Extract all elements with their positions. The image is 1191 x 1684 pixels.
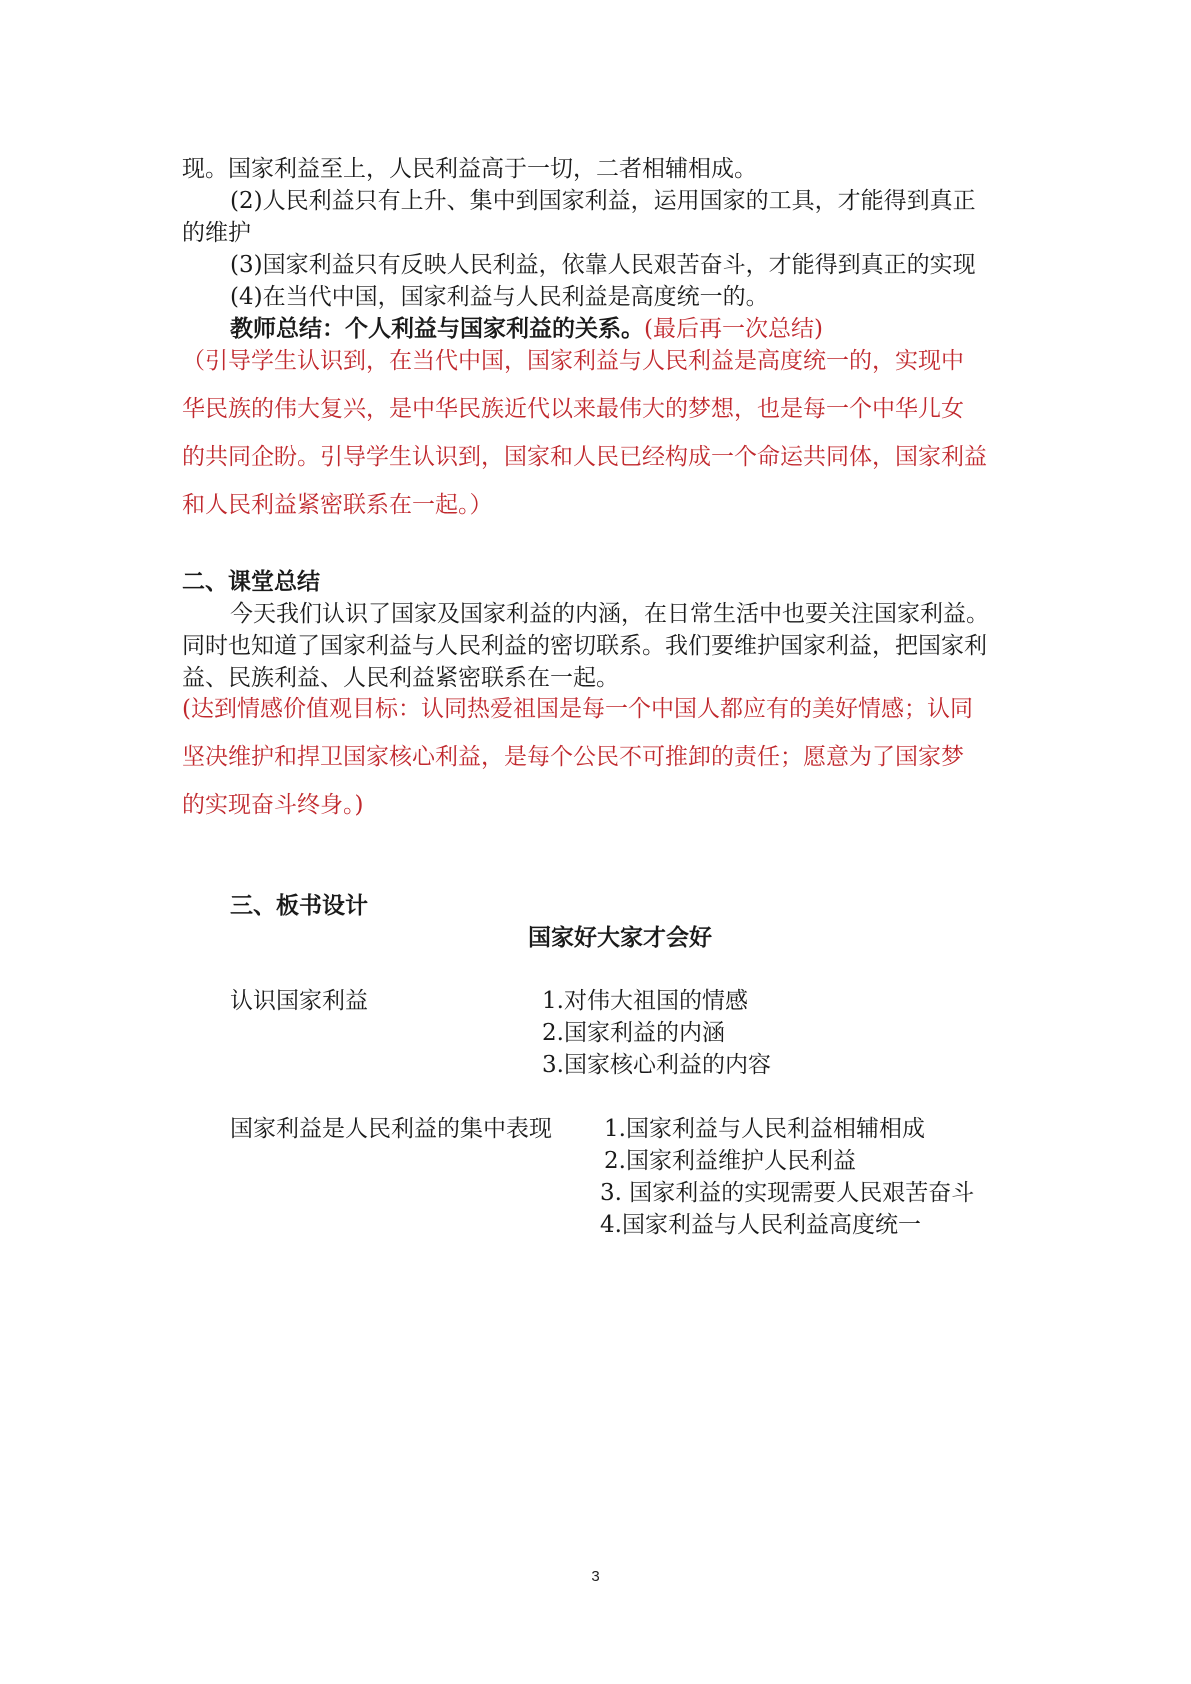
section-2-line-1: 今天我们认识了国家及国家利益的内涵，在日常生活中也要关注国家利益。 [230,601,989,627]
board-group-2-item-3: 3. 国家利益的实现需要人民艰苦奋斗 [600,1180,975,1206]
section-2-line-3: 益、民族利益、人民利益紧密联系在一起。 [182,665,619,691]
paragraph-2-line-2: 的维护 [182,220,251,246]
teacher-summary [230,314,823,344]
board-group-2-label: 国家利益是人民利益的集中表现 [230,1116,552,1142]
guide-line-4: 和人民利益紧密联系在一起。） [182,492,493,518]
teacher-summary-bold: 教师总结：个人利益与国家利益的关系。 [230,316,644,342]
page-number: 3 [591,1568,600,1585]
section-3-heading: 三、板书设计 [230,893,368,919]
board-group-1-item-2: 2.国家利益的内涵 [542,1020,725,1046]
paragraph-4: (4)在当代中国，国家利益与人民利益是高度统一的。 [230,284,769,310]
board-group-2-item-2: 2.国家利益维护人民利益 [604,1148,856,1174]
goal-line-3: 的实现奋斗终身。) [182,792,364,818]
board-title: 国家好大家才会好 [528,925,712,951]
board-group-1-item-3: 3.国家核心利益的内容 [542,1052,771,1078]
section-2-heading: 二、课堂总结 [182,569,320,595]
paragraph-2-line-1: (2)人民利益只有上升、集中到国家利益，运用国家的工具，才能得到真正 [230,188,976,214]
board-group-2-item-4: 4.国家利益与人民利益高度统一 [600,1212,921,1238]
paragraph-1: 现。国家利益至上，人民利益高于一切，二者相辅相成。 [182,156,757,182]
guide-line-1: （引导学生认识到，在当代中国，国家利益与人民利益是高度统一的，实现中 [182,348,964,374]
guide-line-3: 的共同企盼。引导学生认识到，国家和人民已经构成一个命运共同体，国家利益 [182,444,987,470]
goal-line-2: 坚决维护和捍卫国家核心利益，是每个公民不可推卸的责任；愿意为了国家梦 [182,744,964,770]
goal-line-1: (达到情感价值观目标：认同热爱祖国是每一个中国人都应有的美好情感；认同 [182,696,973,722]
board-group-1-label: 认识国家利益 [230,988,368,1014]
board-group-2-item-1: 1.国家利益与人民利益相辅相成 [604,1116,925,1142]
paragraph-3: (3)国家利益只有反映人民利益，依靠人民艰苦奋斗，才能得到真正的实现 [230,252,976,278]
teacher-summary-note: (最后再一次总结) [644,316,823,342]
guide-line-2: 华民族的伟大复兴，是中华民族近代以来最伟大的梦想，也是每一个中华儿女 [182,396,964,422]
board-group-1-item-1: 1.对伟大祖国的情感 [542,988,748,1014]
section-2-line-2: 同时也知道了国家利益与人民利益的密切联系。我们要维护国家利益，把国家利 [182,633,987,659]
